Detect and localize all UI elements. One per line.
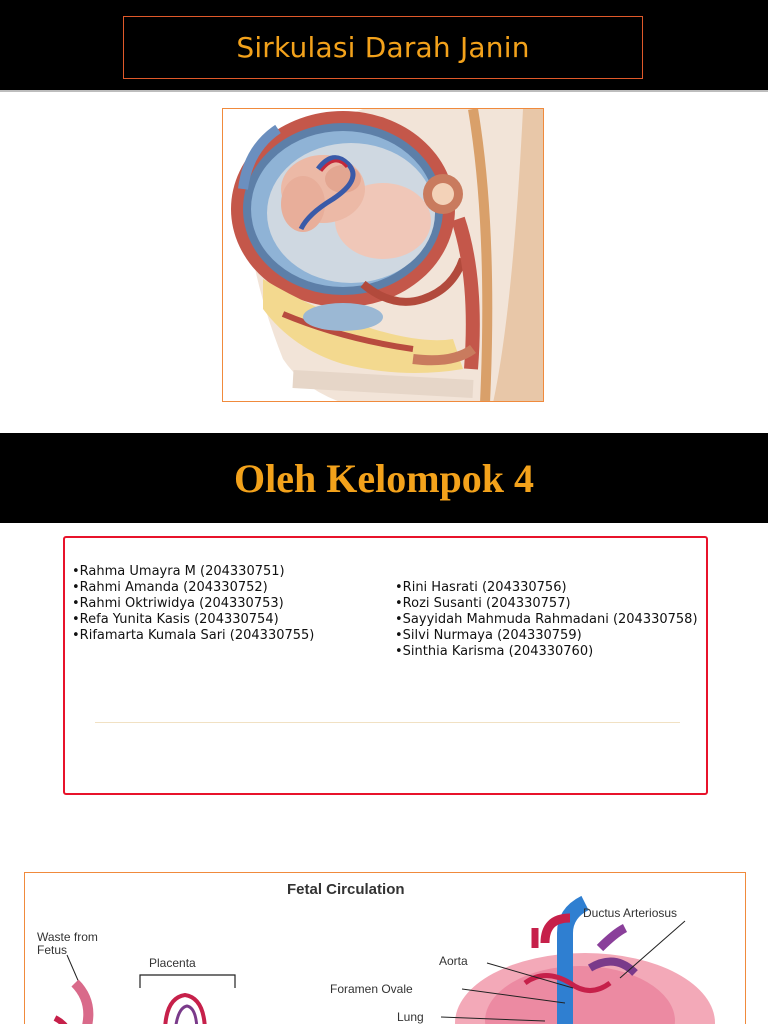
list-item: • Sayyidah Mahmuda Rahmadani (204330758)	[395, 612, 698, 628]
list-item: • Rozi Susanti (204330757)	[395, 596, 698, 612]
slide-title: Sirkulasi Darah Janin	[236, 31, 530, 64]
label-aorta: Aorta	[439, 954, 468, 968]
pregnancy-anatomy-image	[222, 108, 544, 402]
fetal-circulation-diagram	[24, 872, 746, 1024]
members-list-right	[395, 580, 698, 660]
group-band	[0, 433, 768, 523]
title-box	[123, 16, 643, 79]
list-item: • Rini Hasrati (204330756)	[395, 580, 698, 596]
list-item: • Refa Yunita Kasis (204330754)	[72, 612, 314, 628]
divider-line	[95, 722, 680, 723]
circulation-illustration	[25, 873, 746, 1024]
list-item: • Rahmi Oktriwidya (204330753)	[72, 596, 314, 612]
uterus-fetus-illustration	[223, 109, 544, 402]
header-divider	[0, 90, 768, 92]
label-waste: Waste from Fetus	[37, 930, 98, 957]
label-ductus-arteriosus: Ductus Arteriosus	[583, 906, 678, 920]
diagram-title: Fetal Circulation	[287, 881, 405, 898]
members-list-left	[72, 564, 314, 644]
group-title: Oleh Kelompok 4	[233, 455, 535, 501]
members-box	[63, 536, 708, 795]
list-item: • Sinthia Karisma (204330760)	[395, 644, 698, 660]
list-item: • Silvi Nurmaya (204330759)	[395, 628, 698, 644]
label-foramen-ovale: Foramen Ovale	[330, 982, 413, 996]
list-item: • Rahma Umayra M (204330751)	[72, 564, 314, 580]
list-item: • Rahmi Amanda (204330752)	[72, 580, 314, 596]
label-placenta: Placenta	[149, 956, 196, 970]
label-lung: Lung	[397, 1010, 424, 1024]
title-band	[0, 0, 768, 90]
list-item: • Rifamarta Kumala Sari (204330755)	[72, 628, 314, 644]
